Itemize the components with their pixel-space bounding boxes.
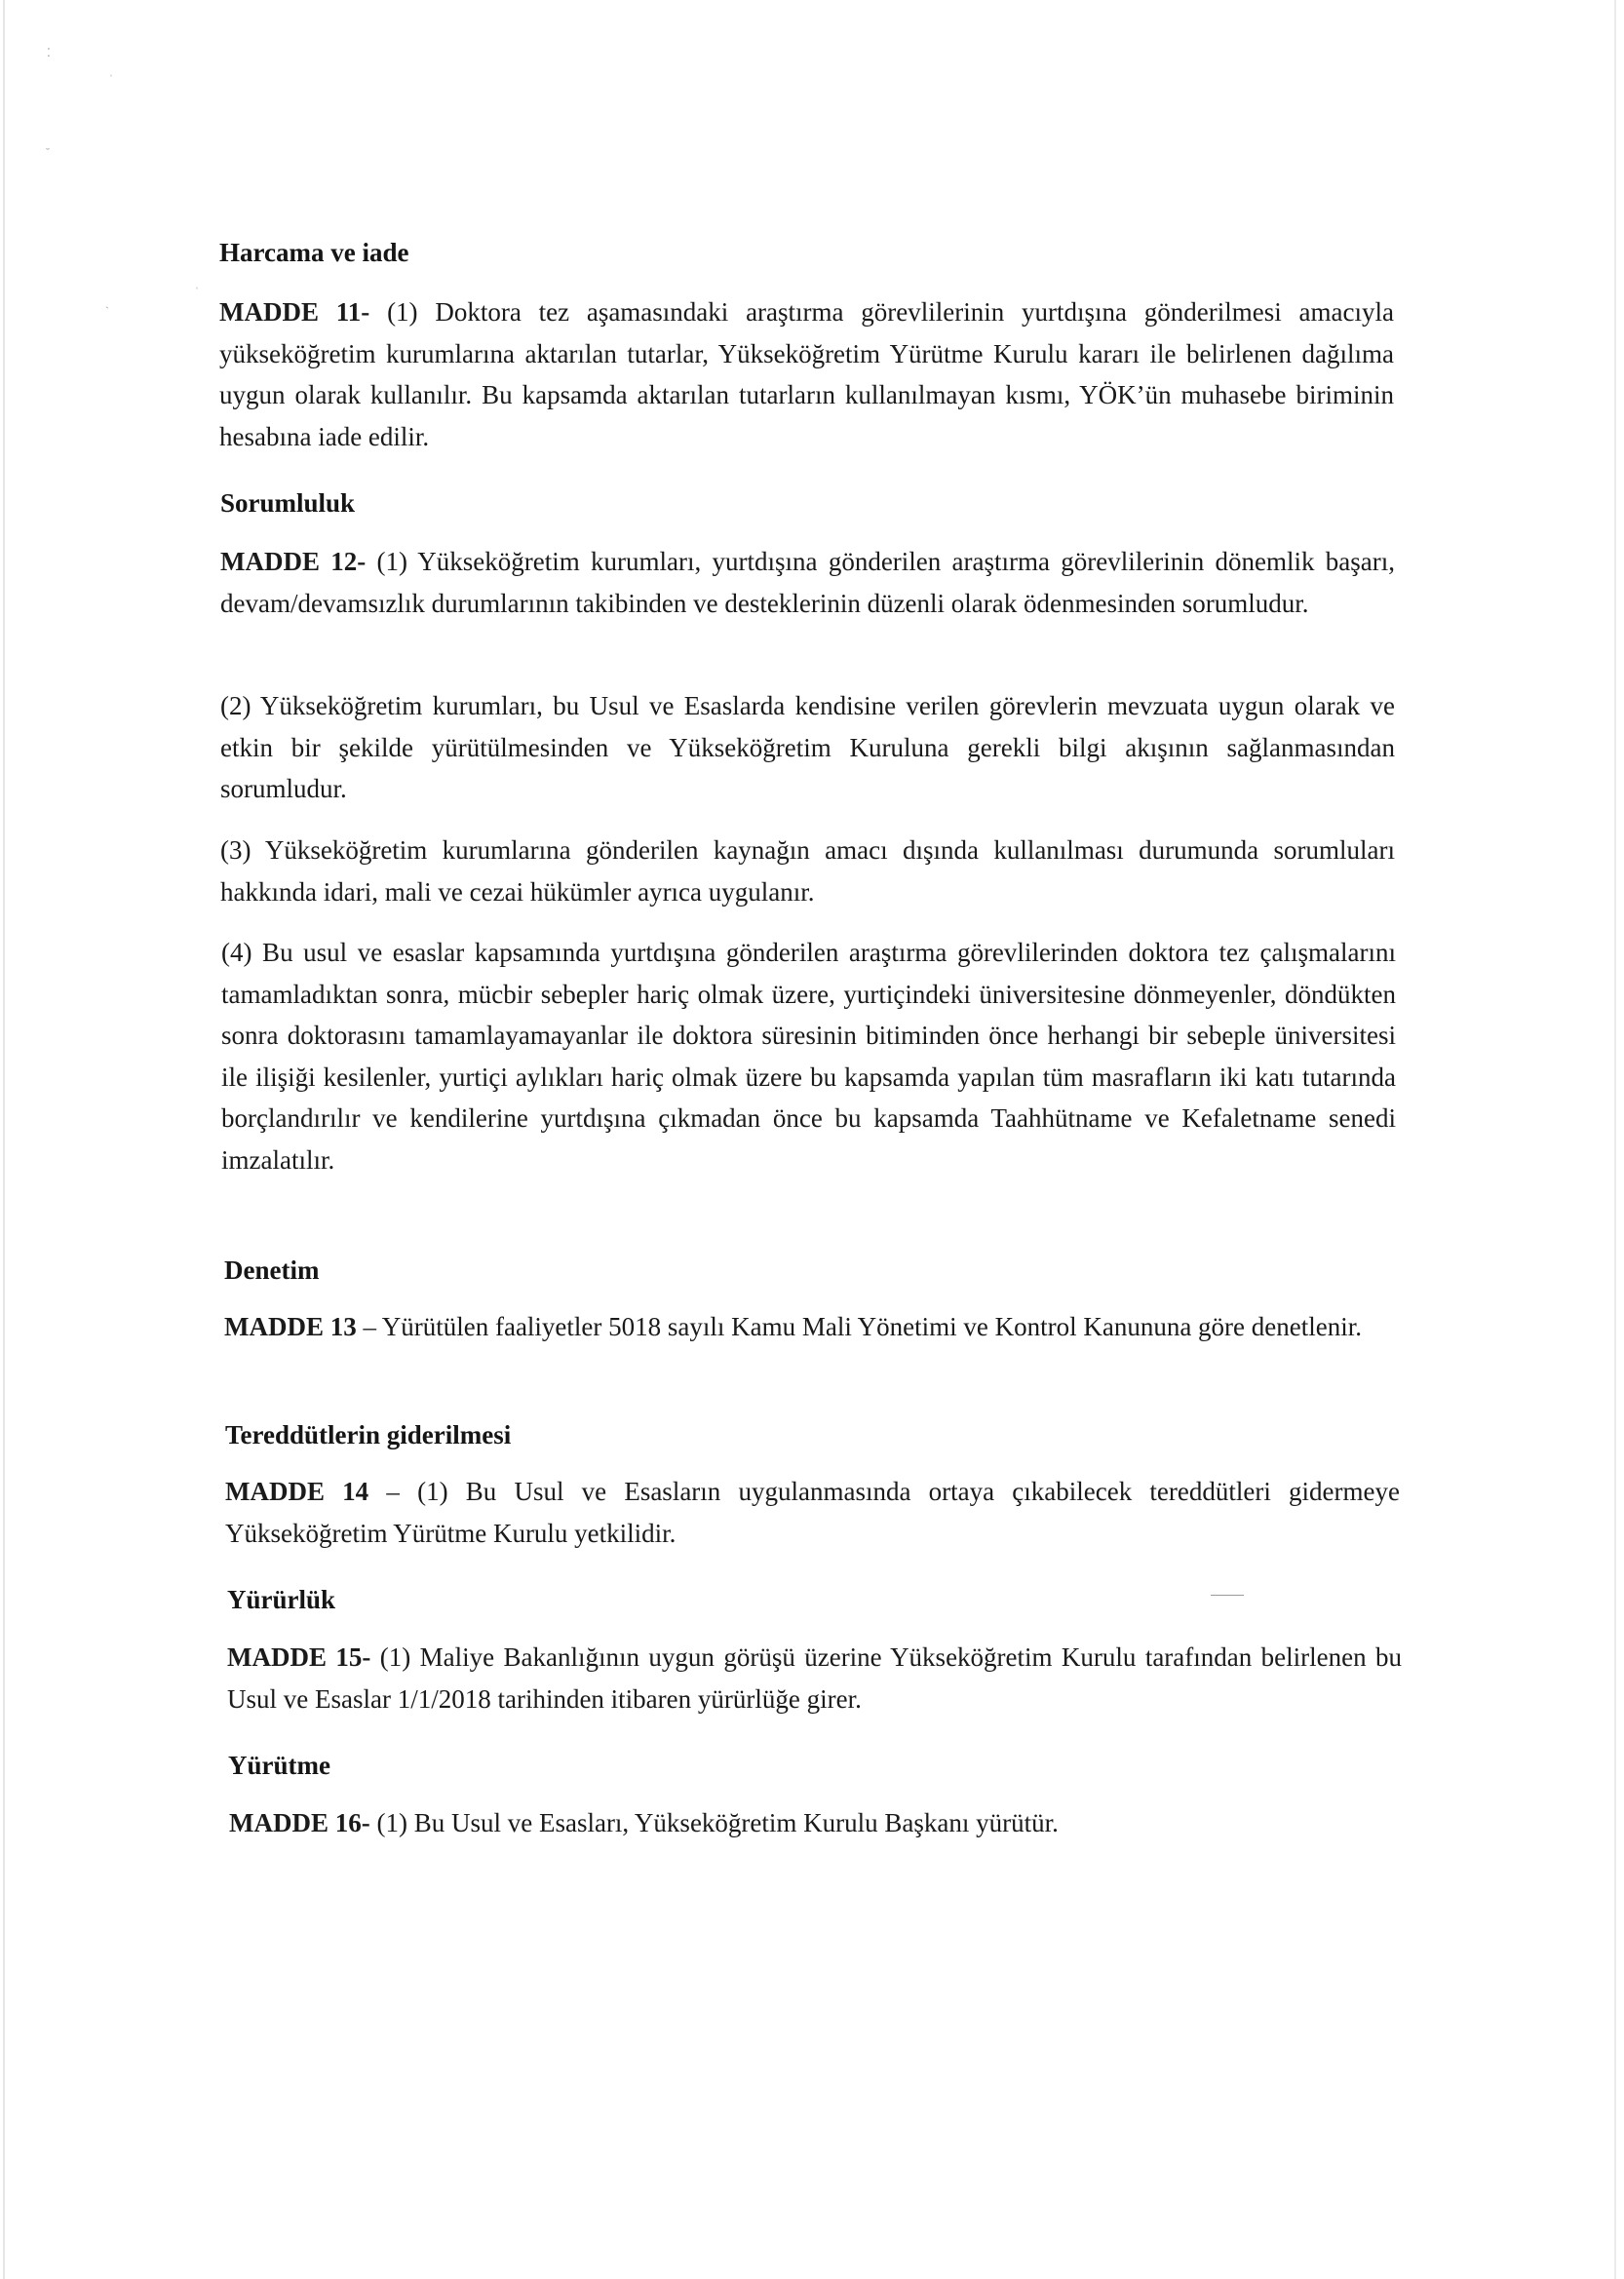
section-heading-tereddutlerin-giderilmesi: Tereddütlerin giderilmesi (225, 1420, 512, 1449)
section-heading-denetim: Denetim (224, 1255, 320, 1285)
scan-speck: ˎ (105, 295, 109, 309)
scan-speck: ⁚ (47, 46, 51, 59)
article-12-paragraph-2: (2) Yükseköğretim kurumları, bu Usul ve Esaslarda kendisine verilen görevlerin mevzuata uygun olarak ve etkin bir şekilde yürütülmesinden ve Yükseköğretim Kuruluna gerekli bilgi akışının sağlanmasından sorumludur. (220, 691, 1395, 803)
article-12-label: MADDE 12- (220, 547, 367, 576)
article-11-text: (1) Doktora tez aşamasındaki araştırma görevlilerinin yurtdışına gönderilmesi amacıyla yükseköğretim kurumlarına aktarılan tutarlar, Yükseköğretim Yürütme Kurulu kararı ile belirlenen dağılıma uygun olarak kullanılır. Bu kapsamda aktarılan tutarların kullanılmayan kısmı, YÖK’ün muhasebe biriminin hesabına iade edilir. (219, 297, 1394, 451)
article-14-paragraph (225, 1471, 1400, 1554)
article-14-text: – (1) Bu Usul ve Esasların uygulanmasında ortaya çıkabilecek tereddütleri gidermeye Yükseköğretim Yürütme Kurulu yetkilidir. (225, 1477, 1400, 1548)
article-12-paragraph-3: (3) Yükseköğretim kurumlarına gönderilen kaynağın amacı dışında kullanılması durumunda sorumluları hakkında idari, mali ve cezai hükümler ayrıca uygulanır. (220, 835, 1395, 907)
article-11-paragraph (219, 291, 1394, 457)
scan-edge-left (3, 0, 5, 2279)
scan-edge-right (1614, 0, 1616, 2279)
article-13-label: MADDE 13 (224, 1312, 357, 1341)
scan-dash-mark (1211, 1595, 1244, 1596)
scan-speck: ˌ (109, 63, 113, 77)
article-14-label: MADDE 14 (225, 1477, 369, 1506)
article-12-paragraph-4: (4) Bu usul ve esaslar kapsamında yurtdışına gönderilen araştırma görevlilerinden doktora tez çalışmalarını tamamladıktan sonra, mücbir sebepler hariç olmak üzere, yurtiçindeki üniversitesine dönmeyenler, döndükten sonra doktorasını tamamlayamayanlar ile doktora süresinin bitiminden önce herhangi bir sebeple üniversitesi ile ilişiği kesilenler, yurtiçi aylıkları hariç olmak üzere bu kapsamda yapılan tüm masrafların iki katı tutarında borçlandırılır ve kendilerine yurtdışına çıkmadan önce bu kapsamda Taahhütname ve Kefaletname senedi imzalatılır. (221, 938, 1396, 1175)
section-heading-yurutme: Yürütme (228, 1751, 330, 1780)
article-16-paragraph (229, 1802, 1404, 1844)
section-heading-yururluk: Yürürlük (227, 1585, 336, 1614)
article-12-paragraph-1 (220, 541, 1395, 624)
section-heading-sorumluluk: Sorumluluk (220, 488, 356, 518)
scan-speck: ˌ (195, 276, 199, 290)
section-heading-harcama-ve-iade: Harcama ve iade (219, 238, 409, 267)
article-11-label: MADDE 11- (219, 297, 370, 327)
article-16-label: MADDE 16- (229, 1808, 370, 1837)
article-15-paragraph (227, 1637, 1402, 1719)
article-13-paragraph (224, 1306, 1399, 1348)
scan-speck: ˘ (46, 145, 50, 159)
article-16-text: (1) Bu Usul ve Esasları, Yükseköğretim Kurulu Başkanı yürütür. (369, 1808, 1059, 1837)
article-15-label: MADDE 15- (227, 1642, 371, 1672)
article-12-text-1: (1) Yükseköğretim kurumları, yurtdışına gönderilen araştırma görevlilerinin dönemlik başarı, devam/devamsızlık durumlarının takibinden ve desteklerinin düzenli olarak ödenmesinden sorumludur. (220, 547, 1395, 618)
article-13-text: – Yürütülen faaliyetler 5018 sayılı Kamu Mali Yönetimi ve Kontrol Kanununa göre denetlenir. (356, 1312, 1362, 1341)
article-15-text: (1) Maliye Bakanlığının uygun görüşü üzerine Yükseköğretim Kurulu tarafından belirlenen bu Usul ve Esaslar 1/1/2018 tarihinden itibaren yürürlüğe girer. (227, 1642, 1403, 1714)
